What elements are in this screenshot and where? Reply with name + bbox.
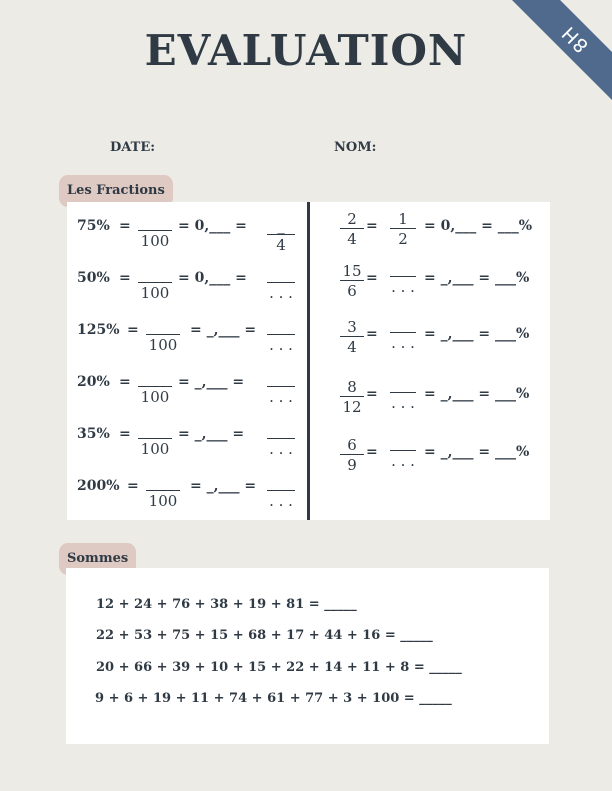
hundredths-numerator — [138, 216, 172, 231]
equals-sign: = — [366, 444, 378, 460]
answer-numerator — [267, 372, 295, 387]
answer-fraction — [267, 320, 295, 353]
answer-numerator — [267, 268, 295, 283]
sum-line: 22 + 53 + 75 + 15 + 68 + 17 + 44 + 16 = _____ — [96, 628, 433, 643]
hundredths-denominator: 100 — [140, 440, 170, 458]
hundredths-fraction — [146, 476, 180, 509]
grade-label: 8H — [557, 21, 593, 57]
hundredths-fraction — [138, 268, 172, 301]
simplified-numerator: 1 — [390, 210, 416, 229]
answer-fraction — [267, 372, 295, 405]
fractions-divider — [307, 202, 310, 520]
decimal-blank: = _,___ = — [178, 374, 245, 390]
answer-denominator: . . . — [269, 284, 293, 302]
percent-value: 200% — [77, 478, 120, 494]
percent-value: 35% — [77, 426, 110, 442]
fractions-section-tag: Les Fractions — [59, 175, 173, 207]
simplified-fraction — [390, 378, 416, 411]
sum-line: 9 + 6 + 19 + 11 + 74 + 61 + 77 + 3 + 100 = _____ — [95, 691, 452, 706]
sum-line: 20 + 66 + 39 + 10 + 15 + 22 + 14 + 11 + 8 = _____ — [96, 660, 462, 675]
right-row — [340, 436, 545, 476]
given-numerator: 2 — [340, 210, 364, 229]
equals-sign: = — [366, 270, 378, 286]
simplified-fraction — [390, 262, 416, 295]
decimal-blank: = _,___ = — [178, 426, 245, 442]
right-row — [340, 262, 545, 302]
page-title: EVALUATION — [144, 26, 468, 75]
simplified-denominator: . . . — [391, 334, 415, 352]
hundredths-fraction — [138, 216, 172, 249]
left-row — [77, 262, 302, 302]
given-fraction — [340, 378, 364, 415]
given-denominator: 4 — [347, 230, 357, 248]
decimal-blank: = 0,___ = — [178, 270, 247, 286]
equals-sign: = — [119, 426, 131, 442]
left-row — [77, 210, 302, 254]
hundredths-denominator: 100 — [140, 284, 170, 302]
right-row — [340, 318, 545, 358]
hundredths-numerator — [138, 372, 172, 387]
sum-line: 12 + 24 + 76 + 38 + 19 + 81 = _____ — [96, 597, 357, 612]
hundredths-denominator: 100 — [140, 232, 170, 250]
given-denominator: 9 — [347, 456, 357, 474]
answer-fraction — [267, 216, 295, 253]
answer-denominator: . . . — [269, 492, 293, 510]
simplified-fraction — [390, 210, 416, 247]
simplified-fraction — [390, 318, 416, 351]
given-denominator: 12 — [342, 398, 362, 416]
simplified-numerator — [390, 262, 416, 277]
simplified-denominator: 2 — [398, 230, 408, 248]
decimal-percent-blanks: = _,___ = ___% — [424, 326, 530, 342]
answer-fraction — [267, 424, 295, 457]
left-row — [77, 366, 302, 406]
sums-panel — [66, 568, 549, 744]
hundredths-denominator: 100 — [148, 336, 178, 354]
simplified-denominator: . . . — [391, 278, 415, 296]
hundredths-numerator — [146, 476, 180, 491]
answer-denominator: 4 — [276, 236, 286, 254]
answer-numerator — [267, 424, 295, 439]
hundredths-numerator — [138, 424, 172, 439]
equals-sign: = — [119, 218, 131, 234]
answer-denominator: . . . — [269, 388, 293, 406]
right-row — [340, 378, 545, 418]
answer-fraction — [267, 476, 295, 509]
left-row — [77, 470, 302, 510]
hundredths-numerator — [146, 320, 180, 335]
left-row — [77, 418, 302, 458]
sums-section-tag: Sommes — [59, 543, 136, 575]
given-fraction — [340, 262, 364, 299]
answer-numerator: _ — [267, 216, 295, 235]
hundredths-denominator: 100 — [148, 492, 178, 510]
given-numerator: 6 — [340, 436, 364, 455]
simplified-numerator — [390, 436, 416, 451]
percent-value: 50% — [77, 270, 110, 286]
given-fraction — [340, 210, 364, 247]
simplified-fraction — [390, 436, 416, 469]
date-label: DATE: — [110, 140, 156, 155]
simplified-numerator — [390, 378, 416, 393]
decimal-blank: = _,___ = — [190, 322, 257, 338]
decimal-percent-blanks: = 0,___ = ___% — [424, 218, 533, 234]
hundredths-fraction — [146, 320, 180, 353]
right-row — [340, 210, 545, 250]
given-denominator: 4 — [347, 338, 357, 356]
answer-numerator — [267, 320, 295, 335]
percent-value: 20% — [77, 374, 110, 390]
answer-denominator: . . . — [269, 440, 293, 458]
answer-numerator — [267, 476, 295, 491]
equals-sign: = — [127, 322, 139, 338]
given-fraction — [340, 318, 364, 355]
equals-sign: = — [366, 386, 378, 402]
hundredths-numerator — [138, 268, 172, 283]
simplified-numerator — [390, 318, 416, 333]
hundredths-fraction — [138, 424, 172, 457]
simplified-denominator: . . . — [391, 452, 415, 470]
hundredths-fraction — [138, 372, 172, 405]
equals-sign: = — [127, 478, 139, 494]
decimal-percent-blanks: = _,___ = ___% — [424, 386, 530, 402]
given-fraction — [340, 436, 364, 473]
decimal-blank: = _,___ = — [190, 478, 257, 494]
given-numerator: 8 — [340, 378, 364, 397]
percent-value: 125% — [77, 322, 120, 338]
answer-fraction — [267, 268, 295, 301]
decimal-percent-blanks: = _,___ = ___% — [424, 270, 530, 286]
decimal-percent-blanks: = _,___ = ___% — [424, 444, 530, 460]
answer-denominator: . . . — [269, 336, 293, 354]
hundredths-denominator: 100 — [140, 388, 170, 406]
name-label: NOM: — [334, 140, 377, 155]
equals-sign: = — [366, 218, 378, 234]
equals-sign: = — [119, 270, 131, 286]
decimal-blank: = 0,___ = — [178, 218, 247, 234]
simplified-denominator: . . . — [391, 394, 415, 412]
left-row — [77, 314, 302, 354]
given-numerator: 15 — [340, 262, 364, 281]
given-denominator: 6 — [347, 282, 357, 300]
equals-sign: = — [366, 326, 378, 342]
percent-value: 75% — [77, 218, 110, 234]
equals-sign: = — [119, 374, 131, 390]
given-numerator: 3 — [340, 318, 364, 337]
